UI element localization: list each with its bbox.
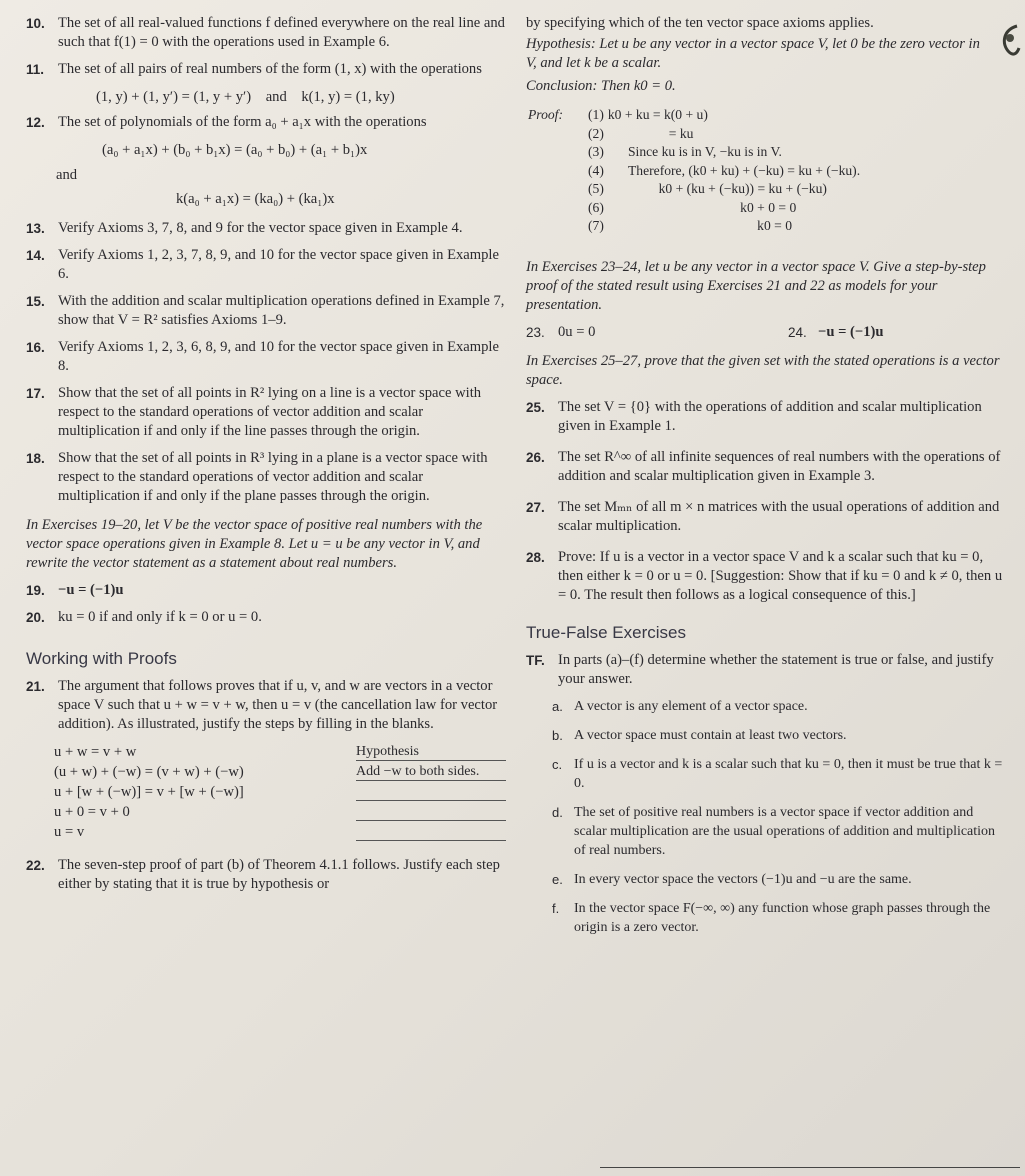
proof-step (526, 162, 1006, 181)
exercise-22-continued: by specifying which of the ten vector space axioms applies. (526, 15, 874, 31)
item-letter: b. (552, 727, 563, 743)
exercise-12-and: and (56, 167, 78, 183)
instructions-25-27: In Exercises 25–27, prove that the given set with the stated operations is a vector space. (526, 352, 1000, 388)
step-number: (2) (588, 125, 604, 141)
proof-row (54, 822, 506, 842)
exercise-17 (26, 384, 506, 441)
exercise-text: The set of all real-valued functions f defined everywhere on the real line and such that f(1) = 0 with the operations used in Example 6. (58, 15, 505, 50)
exercise-12 (26, 113, 506, 132)
exercise-text: Show that the set of all points in R³ lying in a plane is a vector space with respect to the standard operations of vector addition and scalar multiplication if and only if the plane passes through the origin. (58, 450, 488, 504)
conclusion: Conclusion: Then k0 = 0. (526, 78, 676, 94)
item-letter: c. (552, 756, 563, 772)
exercise-22 (26, 856, 506, 894)
exercise-14 (26, 246, 506, 284)
item-text: A vector space must contain at least two vectors. (574, 727, 847, 743)
step-text: k0 + ku = k(0 + u) (607, 107, 708, 122)
exercise-10 (26, 14, 506, 52)
proof-justification: Add −w to both sides. (356, 762, 506, 781)
step-text: k0 + 0 = 0 (628, 199, 797, 215)
tf-item-f (526, 899, 1006, 937)
exercise-number: 21. (26, 679, 45, 694)
exercise-12-math-2: k(a₀ + a₁x) = (ka₀) + (ka₁)x (176, 191, 335, 207)
exercise-text: ku = 0 if and only if k = 0 or u = 0. (58, 609, 262, 625)
exercises-23-24 (526, 323, 1006, 342)
step-number: (3) (588, 144, 604, 159)
exercise-text: The argument that follows proves that if u, v, and w are vectors in a vector space V such that u + w = v + w, then u = v (the cancellation law for vector addition). As illustrated, justify the steps by filling in the blanks. (58, 678, 498, 732)
exercise-text: The set of polynomials of the form a₀ + a₁x with the operations (58, 114, 427, 130)
exercise-21 (26, 677, 506, 734)
proof-blank (356, 782, 506, 801)
page-edge-line (600, 1167, 1020, 1168)
exercise-number: 22. (26, 858, 45, 873)
proof-steps (526, 106, 1006, 236)
exercise-number: 27. (526, 499, 545, 515)
step-text: = ku (628, 125, 694, 141)
step-number: (7) (588, 218, 604, 233)
item-text: A vector is any element of a vector space. (574, 698, 808, 714)
proof-blank (356, 822, 506, 841)
exercise-number: 10. (26, 16, 45, 31)
exercise-23 (526, 323, 788, 342)
step-number: (4) (588, 162, 604, 178)
exercise-number: 16. (26, 340, 45, 355)
proof-blank (356, 802, 506, 821)
proof-equation: u + w = v + w (54, 744, 137, 760)
proof-equation: u + 0 = v + 0 (54, 804, 130, 820)
exercise-number: 20. (26, 610, 45, 625)
item-letter: f. (552, 900, 560, 916)
exercise-text: The seven-step proof of part (b) of Theorem 4.1.1 follows. Justify each step either by stating that it is true by hypothesis or (58, 857, 500, 892)
item-letter: a. (552, 698, 563, 714)
exercise-number: 11. (26, 62, 45, 77)
exercise-number: 14. (26, 248, 45, 263)
exercise-26 (526, 448, 1006, 486)
exercise-number: 28. (526, 549, 545, 565)
step-number: (1) (588, 107, 604, 122)
exercise-number: 19. (26, 583, 45, 598)
instructions-23-24: In Exercises 23–24, let u be any vector in a vector space V. Give a step-by-step proof of the stated result using Exercises 21 and 22 as models for your presentation. (526, 258, 986, 313)
exercise-number: 23. (526, 324, 545, 340)
exercise-number: 12. (26, 115, 45, 130)
exercise-number: 15. (26, 294, 45, 309)
exercise-number: 24. (788, 324, 807, 340)
exercise-16 (26, 338, 506, 376)
exercise-text: Verify Axioms 3, 7, 8, and 9 for the vector space given in Example 4. (58, 220, 463, 236)
proof-step (526, 106, 1006, 125)
proof-step (526, 143, 1006, 162)
proof-step (526, 125, 1006, 144)
hypothesis: Hypothesis: Let u be any vector in a vector space V, let 0 be the zero vector in V, and let k be a scalar. (526, 36, 980, 71)
exercise-text: The set V = {0} with the operations of addition and scalar multiplication given in Example 1. (558, 398, 982, 434)
proof-equation: u + [w + (−w)] = v + [w + (−w)] (54, 784, 244, 800)
step-text: Therefore, (k0 + ku) + (−ku) = ku + (−ku). (628, 162, 861, 178)
item-letter: e. (552, 871, 563, 887)
tf-item-b (526, 726, 1006, 745)
step-text: Since ku is in V, −ku is in V. (628, 144, 782, 159)
right-column (526, 14, 1006, 947)
exercise-number: 25. (526, 399, 545, 415)
step-text: k0 = 0 (628, 218, 792, 233)
step-number: (6) (588, 199, 604, 215)
section-heading-proofs: Working with Proofs (26, 649, 177, 668)
exercise-18 (26, 449, 506, 506)
exercise-19 (26, 581, 506, 600)
proof-equation: u = v (54, 824, 85, 840)
item-text: The set of positive real numbers is a vector space if vector addition and scalar multiplication are the usual operations of addition and multiplication of real numbers. (574, 804, 996, 858)
proof-row (54, 782, 506, 802)
exercise-number: 13. (26, 221, 45, 236)
proof-step (526, 180, 1006, 199)
proof-label: Proof: (528, 107, 563, 122)
exercise-number: 17. (26, 386, 45, 401)
exercise-number: TF. (526, 652, 545, 668)
exercise-text: In parts (a)–(f) determine whether the statement is true or false, and justify your answer. (558, 651, 994, 687)
exercise-11-math: (1, y) + (1, y′) = (1, y + y′) and k(1, y) = (1, ky) (96, 89, 395, 105)
proof-row (54, 762, 506, 782)
proof-row (54, 742, 506, 762)
exercise-text: With the addition and scalar multiplication operations defined in Example 7, show that V = R² satisfies Axioms 1–9. (58, 293, 505, 328)
proof-equation: (u + w) + (−w) = (v + w) + (−w) (54, 764, 244, 780)
item-letter: d. (552, 804, 563, 820)
cancellation-proof-table (26, 742, 506, 842)
exercise-text: The set Mₘₙ of all m × n matrices with the usual operations of addition and scalar multiplication. (558, 498, 1000, 534)
binder-clip-icon (997, 24, 1021, 62)
tf-item-c (526, 755, 1006, 793)
exercise-text: Verify Axioms 1, 2, 3, 6, 8, 9, and 10 for the vector space given in Example 8. (58, 339, 499, 374)
exercise-text: The set R^∞ of all infinite sequences of real numbers with the operations of addition and scalar multiplication given in Example 3. (558, 448, 1001, 484)
proof-step (526, 199, 1006, 218)
tf-item-d (526, 803, 1006, 860)
section-heading-true-false: True-False Exercises (526, 622, 686, 642)
tf-item-e (526, 870, 1006, 889)
left-column (26, 14, 506, 902)
step-text: k0 + (ku + (−ku)) = ku + (−ku) (628, 181, 827, 196)
exercise-tf (526, 651, 1006, 689)
exercise-25 (526, 398, 1006, 436)
exercise-12-math-1: (a₀ + a₁x) + (b₀ + b₁x) = (a₀ + b₀) + (a₁ + b₁)x (102, 142, 368, 158)
exercise-20 (26, 608, 506, 627)
instructions-19-20: In Exercises 19–20, let V be the vector space of positive real numbers with the vector space operations given in Example 8. Let u = u be any vector in V, and rewrite the vector statement as a statement about real numbers. (26, 517, 483, 571)
proof-step (526, 217, 1006, 236)
exercise-13 (26, 219, 506, 238)
exercise-text: Verify Axioms 1, 2, 3, 7, 8, 9, and 10 for the vector space given in Example 6. (58, 247, 499, 282)
proof-justification: Hypothesis (356, 742, 506, 761)
exercise-text: −u = (−1)u (58, 582, 124, 598)
step-number: (5) (588, 181, 604, 196)
tf-item-a (526, 697, 1006, 716)
exercise-text: The set of all pairs of real numbers of the form (1, x) with the operations (58, 61, 482, 77)
item-text: In the vector space F(−∞, ∞) any function whose graph passes through the origin is a zero vector. (574, 900, 991, 935)
exercise-text: 0u = 0 (558, 323, 596, 340)
proof-row (54, 802, 506, 822)
exercise-text: Prove: If u is a vector in a vector space V and k a scalar such that ku = 0, then either k = 0 or u = 0. [Suggestion: Show that if ku = 0 and k ≠ 0, then u = 0. The result then follows as a logical consequence of this.] (558, 548, 1003, 603)
exercise-28 (526, 548, 1006, 605)
exercise-text: −u = (−1)u (818, 323, 884, 340)
item-text: If u is a vector and k is a scalar such that ku = 0, then it must be true that k = 0. (574, 756, 1003, 791)
exercise-24 (788, 323, 884, 342)
exercise-11 (26, 60, 506, 79)
item-text: In every vector space the vectors (−1)u and −u are the same. (574, 871, 912, 887)
exercise-number: 26. (526, 449, 545, 465)
exercise-15 (26, 292, 506, 330)
exercise-text: Show that the set of all points in R² lying on a line is a vector space with respect to the standard operations of vector addition and scalar multiplication if and only if the line passes through the origin. (58, 385, 482, 439)
exercise-27 (526, 498, 1006, 536)
exercise-number: 18. (26, 451, 45, 466)
